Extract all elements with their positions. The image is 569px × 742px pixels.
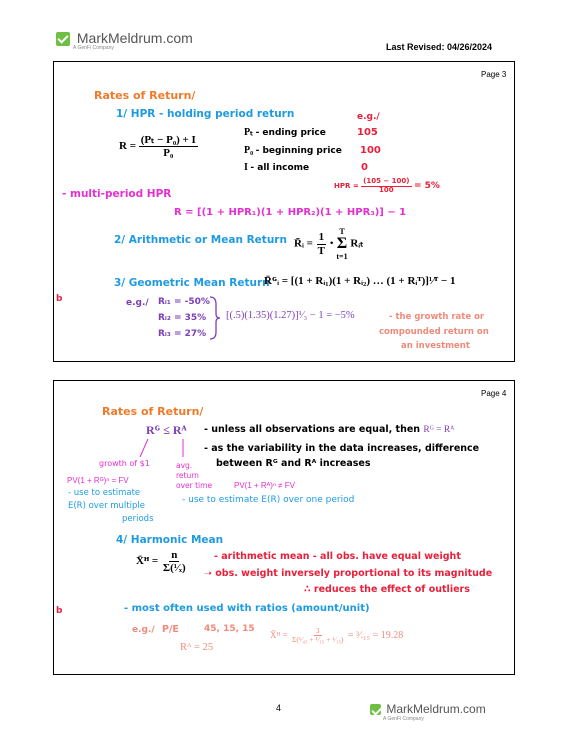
page4-panel — [53, 380, 515, 675]
page3-panel — [53, 61, 515, 362]
note-variability-2: between Rᴳ and Rᴬ increases — [216, 458, 371, 469]
pe-values: 45, 15, 15 — [204, 624, 255, 634]
harmonic-num: n — [171, 549, 178, 561]
geo-eg-row: Rᵢ₁ = -50% — [158, 297, 210, 307]
page4-title: Rates of Return/ — [102, 405, 204, 418]
sum-symbol: T Σ t=1 — [336, 227, 348, 261]
arith-lhs: R̄ᵢ = — [294, 237, 313, 250]
weight-note-text: obs. weight inversely proportional to its magnitude — [215, 568, 493, 579]
geo-eg-row: Rᵢ₃ = 27% — [158, 329, 207, 339]
avg-return-2: return — [176, 471, 199, 480]
def-pt — [244, 127, 326, 138]
geo-note-2: compounded return on — [379, 327, 489, 337]
hpr-heading: 1/ HPR - holding period return — [116, 108, 295, 120]
avg-return-1: avg. — [176, 461, 193, 470]
note-variability-1: - as the variability in the data increases, difference — [204, 443, 480, 454]
xh-num: 3 — [315, 626, 320, 635]
hpr-eg-result: = 5% — [413, 181, 440, 192]
note-unless-equal — [204, 424, 454, 435]
page3-label: Page 3 — [481, 70, 507, 79]
hpr-example — [334, 178, 440, 194]
avg-return-3: over time — [176, 481, 213, 490]
outliers-note: ∴ reduces the effect of outliers — [304, 584, 470, 595]
geo-eg-row: Rᵢ₂ = 35% — [158, 313, 207, 323]
brand-tagline: A GenFi Company — [73, 45, 114, 51]
use-er-multi-3: periods — [122, 514, 154, 524]
geo-eg-label: e.g./ — [126, 298, 149, 308]
def-p0 — [244, 145, 342, 156]
hpr-numerator: (Pₜ − P₀) + I — [140, 134, 196, 146]
eg-label-page4: e.g./ — [132, 625, 155, 635]
note1-text: - unless all observations are equal, then — [204, 424, 421, 435]
eg-value-pt: 105 — [357, 127, 378, 138]
header-logo — [56, 30, 193, 46]
xh-rhs: = ³⁄.₁₅ = 19.28 — [347, 629, 404, 641]
hpr-denominator: P₀ — [163, 147, 174, 160]
brace-icon — [209, 296, 221, 340]
def-income — [244, 162, 309, 173]
arith-frac-den: T — [317, 244, 326, 257]
def-sym: P₀ — [244, 145, 254, 156]
check-logo-icon — [56, 32, 70, 46]
arith-fraction — [316, 231, 327, 256]
use-er-multi-2: E(R) over multiple — [68, 501, 145, 511]
page4-label: Page 4 — [481, 389, 507, 398]
harmonic-lhs: X̄ᴴ = — [136, 555, 159, 568]
harmonic-den: Σ(¹⁄ₓ) — [162, 562, 186, 575]
sum-top: T — [339, 227, 345, 236]
ratios-note: - most often used with ratios (amount/unit) — [124, 603, 370, 614]
xh-lhs: X̄ᴴ = — [270, 629, 288, 640]
multi-period-heading: - multi-period HPR — [62, 188, 172, 200]
last-revised: Last Revised: 04/26/2024 — [386, 42, 493, 52]
use-er-multi-1: - use to estimate — [68, 488, 141, 498]
eg-value-p0: 100 — [360, 145, 381, 156]
side-b-page4: b — [56, 606, 63, 616]
geo-note-3: an investment — [401, 341, 470, 351]
arith-heading: 2/ Arithmetic or Mean Return — [114, 234, 287, 246]
rg-le-ra: Rᴳ ≤ Rᴬ — [146, 423, 187, 437]
hpr-eg-lhs: HPR = — [334, 182, 359, 191]
def-text: - all income — [250, 163, 310, 173]
footer-brand: MarkMeldrum.com — [386, 702, 486, 716]
ra-value: Rᴬ = 25 — [180, 642, 214, 653]
arrow-right-icon: ➝ — [204, 568, 212, 579]
page3-title: Rates of Return/ — [94, 89, 196, 102]
geo-formula: R̄ᴳᵢ = [(1 + Rᵢ₁)(1 + Rᵢ₂) … (1 + Rᵢᵀ)]¹⁄ᵀ − 1 — [264, 275, 456, 287]
hpr-eg-den: 100 — [379, 185, 394, 194]
note1-eq: Rᴳ = Rᴬ — [423, 425, 455, 435]
pe-label: P/E — [162, 624, 179, 635]
geo-eg-calc: [(.5)(1.35)(1.27)]¹⁄₃ − 1 = −5% — [226, 310, 355, 321]
eg-label: e.g./ — [357, 112, 380, 122]
arith-rhs: Rᵢₜ — [350, 237, 364, 250]
def-sym: Pₜ — [244, 127, 254, 138]
pv-fv-geometric: PV(1 + Rᴳ)ⁿ = FV — [67, 476, 129, 485]
def-text: - beginning price — [255, 146, 342, 156]
def-text: - ending price — [255, 128, 326, 138]
arrow-lines-icon — [136, 437, 196, 461]
geo-note-1: - the growth rate or — [389, 312, 485, 322]
xh-den: Σ(¹⁄₄₅ + ¹⁄₁₅ + ¹⁄₁₅) — [292, 635, 344, 645]
hpr-fraction — [139, 134, 198, 159]
side-b-page3: b — [56, 294, 63, 304]
footer-tagline: A GenFi Company — [383, 716, 424, 722]
hpr-eg-num: (105 − 100) — [363, 177, 410, 185]
xh-fraction — [290, 627, 346, 645]
check-logo-icon — [370, 704, 381, 715]
hpr-lhs: R = — [119, 140, 136, 153]
hpr-eg-fraction — [361, 178, 411, 194]
geo-heading: 3/ Geometric Mean Return — [114, 277, 270, 289]
multi-period-formula: R = [(1 + HPR₁)(1 + HPR₂)(1 + HPR₃)] − 1 — [174, 207, 407, 218]
eg-value-income: 0 — [361, 162, 368, 173]
footer-page-number: 4 — [276, 703, 282, 713]
xh-example — [270, 627, 403, 645]
footer-logo — [370, 702, 486, 716]
harmonic-fraction — [161, 549, 188, 574]
pv-fv-arithmetic: PV(1 + Rᴬ)ⁿ ≠ FV — [234, 481, 295, 490]
harmonic-formula — [136, 549, 188, 574]
arith-frac-num: 1 — [318, 231, 325, 244]
sum-bottom: t=1 — [336, 252, 348, 261]
arith-note: - arithmetic mean - all obs. have equal weight — [214, 551, 461, 562]
hpr-formula — [119, 134, 198, 159]
harmonic-heading: 4/ Harmonic Mean — [116, 534, 224, 546]
def-sym: I — [244, 162, 248, 173]
weight-note — [204, 568, 492, 579]
growth-of-1: growth of $1 — [99, 459, 150, 468]
arith-formula: R̄ᵢ = $\frac{1}{T}$ • T Σ t=1 Rᵢₜ — [294, 227, 364, 261]
brand-name: MarkMeldrum.com — [76, 30, 193, 46]
use-er-one: - use to estimate E(R) over one period — [182, 495, 355, 505]
